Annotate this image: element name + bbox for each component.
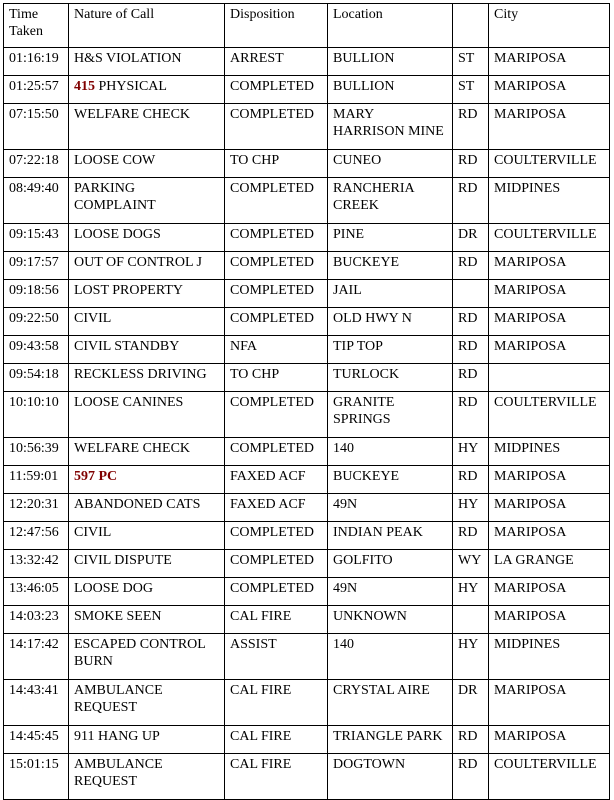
nature-text: LOST PROPERTY (74, 283, 183, 298)
nature-text: ESCAPED CONTROL BURN (74, 637, 209, 669)
city-cell: MARIPOSA (489, 578, 610, 606)
location-cell: JAIL (328, 280, 453, 308)
header-street-suffix (453, 4, 489, 48)
nature-cell (69, 606, 225, 634)
city-cell: MARIPOSA (489, 606, 610, 634)
city-cell: MARIPOSA (489, 308, 610, 336)
time-cell: 14:43:41 (4, 680, 69, 726)
table-row (4, 438, 610, 466)
nature-cell (69, 178, 225, 224)
table-row (4, 178, 610, 224)
nature-cell (69, 550, 225, 578)
nature-cell (69, 754, 225, 800)
disposition-cell: COMPLETED (225, 308, 328, 336)
time-cell: 01:25:57 (4, 76, 69, 104)
location-cell: 140 (328, 634, 453, 680)
disposition-cell: COMPLETED (225, 76, 328, 104)
table-row (4, 48, 610, 76)
time-cell: 07:22:18 (4, 150, 69, 178)
header-row (4, 4, 610, 48)
location-cell: 49N (328, 494, 453, 522)
city-cell: MIDPINES (489, 634, 610, 680)
disposition-cell: CAL FIRE (225, 606, 328, 634)
street-suffix-cell: RD (453, 392, 489, 438)
city-cell: MARIPOSA (489, 522, 610, 550)
nature-cell (69, 252, 225, 280)
nature-cell (69, 466, 225, 494)
header-nature-of-call: Nature of Call (69, 4, 225, 48)
street-suffix-cell: RD (453, 308, 489, 336)
street-suffix-cell (453, 606, 489, 634)
location-cell: 140 (328, 438, 453, 466)
disposition-cell: CAL FIRE (225, 680, 328, 726)
nature-text: 911 HANG UP (74, 729, 160, 744)
call-code: 597 PC (74, 469, 118, 484)
time-cell: 09:22:50 (4, 308, 69, 336)
disposition-cell: CAL FIRE (225, 726, 328, 754)
disposition-cell: COMPLETED (225, 104, 328, 150)
table-row (4, 726, 610, 754)
city-cell: MARIPOSA (489, 252, 610, 280)
disposition-cell: COMPLETED (225, 224, 328, 252)
disposition-cell: COMPLETED (225, 252, 328, 280)
table-row (4, 150, 610, 178)
nature-text: CIVIL DISPUTE (74, 553, 172, 568)
location-cell: OLD HWY N (328, 308, 453, 336)
street-suffix-cell: RD (453, 104, 489, 150)
table-row (4, 104, 610, 150)
table-row (4, 466, 610, 494)
table-row (4, 754, 610, 800)
nature-cell (69, 76, 225, 104)
nature-text: ABANDONED CATS (74, 497, 201, 512)
street-suffix-cell: RD (453, 364, 489, 392)
table-row (4, 680, 610, 726)
table-row (4, 76, 610, 104)
time-cell: 09:54:18 (4, 364, 69, 392)
disposition-cell: TO CHP (225, 364, 328, 392)
location-cell: 49N (328, 578, 453, 606)
city-cell (489, 364, 610, 392)
time-cell: 07:15:50 (4, 104, 69, 150)
time-cell: 08:49:40 (4, 178, 69, 224)
street-suffix-cell: RD (453, 754, 489, 800)
nature-cell (69, 336, 225, 364)
street-suffix-cell: RD (453, 336, 489, 364)
nature-text: WELFARE CHECK (74, 441, 191, 456)
nature-cell (69, 224, 225, 252)
street-suffix-cell: DR (453, 680, 489, 726)
nature-text: LOOSE DOGS (74, 227, 161, 242)
location-cell: GRANITE SPRINGS (328, 392, 453, 438)
city-cell: MARIPOSA (489, 494, 610, 522)
time-cell: 15:01:15 (4, 754, 69, 800)
city-cell: LA GRANGE (489, 550, 610, 578)
nature-text: AMBULANCE REQUEST (74, 757, 167, 789)
table-row (4, 252, 610, 280)
table-row (4, 392, 610, 438)
disposition-cell: NFA (225, 336, 328, 364)
table-row (4, 522, 610, 550)
header-disposition: Disposition (225, 4, 328, 48)
disposition-cell: COMPLETED (225, 438, 328, 466)
table-row (4, 578, 610, 606)
time-cell: 14:17:42 (4, 634, 69, 680)
city-cell: MARIPOSA (489, 280, 610, 308)
city-cell: MARIPOSA (489, 466, 610, 494)
location-cell: BULLION (328, 48, 453, 76)
city-cell: MIDPINES (489, 178, 610, 224)
street-suffix-cell: RD (453, 252, 489, 280)
city-cell: COULTERVILLE (489, 754, 610, 800)
time-cell: 01:16:19 (4, 48, 69, 76)
street-suffix-cell: WY (453, 550, 489, 578)
location-cell: INDIAN PEAK (328, 522, 453, 550)
call-log-body (4, 48, 610, 800)
time-cell: 09:15:43 (4, 224, 69, 252)
table-row (4, 606, 610, 634)
location-cell: TRIANGLE PARK (328, 726, 453, 754)
nature-text: PHYSICAL (95, 79, 167, 94)
time-cell: 14:45:45 (4, 726, 69, 754)
time-cell: 09:17:57 (4, 252, 69, 280)
nature-cell (69, 150, 225, 178)
location-cell: GOLFITO (328, 550, 453, 578)
street-suffix-cell: RD (453, 466, 489, 494)
time-cell: 12:47:56 (4, 522, 69, 550)
call-log-table (3, 3, 610, 800)
street-suffix-cell: RD (453, 178, 489, 224)
nature-text: OUT OF CONTROL J (74, 255, 202, 270)
disposition-cell: CAL FIRE (225, 754, 328, 800)
nature-cell (69, 494, 225, 522)
nature-cell (69, 438, 225, 466)
street-suffix-cell: RD (453, 726, 489, 754)
header-city: City (489, 4, 610, 48)
table-row (4, 224, 610, 252)
disposition-cell: ARREST (225, 48, 328, 76)
street-suffix-cell: RD (453, 150, 489, 178)
table-row (4, 494, 610, 522)
nature-text: H&S VIOLATION (74, 51, 182, 66)
city-cell: MARIPOSA (489, 680, 610, 726)
header-location: Location (328, 4, 453, 48)
nature-cell (69, 578, 225, 606)
time-cell: 11:59:01 (4, 466, 69, 494)
time-cell: 12:20:31 (4, 494, 69, 522)
location-cell: BUCKEYE (328, 466, 453, 494)
nature-cell (69, 48, 225, 76)
street-suffix-cell: HY (453, 634, 489, 680)
disposition-cell: FAXED ACF (225, 494, 328, 522)
nature-text: CIVIL (74, 311, 112, 326)
nature-text: RECKLESS DRIVING (74, 367, 207, 382)
street-suffix-cell (453, 280, 489, 308)
location-cell: TURLOCK (328, 364, 453, 392)
city-cell: COULTERVILLE (489, 150, 610, 178)
time-cell: 14:03:23 (4, 606, 69, 634)
table-row (4, 336, 610, 364)
nature-cell (69, 104, 225, 150)
nature-cell (69, 308, 225, 336)
nature-text: WELFARE CHECK (74, 107, 191, 122)
city-cell: MARIPOSA (489, 48, 610, 76)
nature-cell (69, 680, 225, 726)
city-cell: COULTERVILLE (489, 392, 610, 438)
location-cell: MARY HARRISON MINE (328, 104, 453, 150)
table-row (4, 634, 610, 680)
street-suffix-cell: DR (453, 224, 489, 252)
location-cell: PINE (328, 224, 453, 252)
city-cell: MARIPOSA (489, 336, 610, 364)
time-cell: 10:56:39 (4, 438, 69, 466)
disposition-cell: ASSIST (225, 634, 328, 680)
street-suffix-cell: HY (453, 438, 489, 466)
nature-cell (69, 280, 225, 308)
street-suffix-cell: RD (453, 522, 489, 550)
location-cell: BULLION (328, 76, 453, 104)
time-cell: 09:18:56 (4, 280, 69, 308)
disposition-cell: FAXED ACF (225, 466, 328, 494)
time-cell: 13:46:05 (4, 578, 69, 606)
table-row (4, 280, 610, 308)
table-row (4, 308, 610, 336)
location-cell: CUNEO (328, 150, 453, 178)
location-cell: DOGTOWN (328, 754, 453, 800)
location-cell: RANCHERIA CREEK (328, 178, 453, 224)
city-cell: MARIPOSA (489, 726, 610, 754)
call-code: 415 (74, 79, 95, 94)
location-cell: TIP TOP (328, 336, 453, 364)
nature-text: LOOSE DOG (74, 581, 153, 596)
nature-text: PARKING COMPLAINT (74, 181, 156, 213)
nature-text: LOOSE COW (74, 153, 156, 168)
nature-cell (69, 364, 225, 392)
disposition-cell: COMPLETED (225, 178, 328, 224)
disposition-cell: COMPLETED (225, 578, 328, 606)
location-cell: CRYSTAL AIRE (328, 680, 453, 726)
table-row (4, 364, 610, 392)
street-suffix-cell: ST (453, 76, 489, 104)
time-cell: 13:32:42 (4, 550, 69, 578)
street-suffix-cell: HY (453, 578, 489, 606)
time-cell: 09:43:58 (4, 336, 69, 364)
nature-text: AMBULANCE REQUEST (74, 683, 167, 715)
street-suffix-cell: ST (453, 48, 489, 76)
disposition-cell: COMPLETED (225, 550, 328, 578)
location-cell: UNKNOWN (328, 606, 453, 634)
header-time-taken: Time Taken (4, 4, 69, 48)
nature-text: LOOSE CANINES (74, 395, 184, 410)
city-cell: MIDPINES (489, 438, 610, 466)
location-cell: BUCKEYE (328, 252, 453, 280)
time-cell: 10:10:10 (4, 392, 69, 438)
nature-text: CIVIL STANDBY (74, 339, 180, 354)
city-cell: MARIPOSA (489, 104, 610, 150)
city-cell: MARIPOSA (489, 76, 610, 104)
disposition-cell: COMPLETED (225, 392, 328, 438)
nature-text: CIVIL (74, 525, 112, 540)
nature-cell (69, 392, 225, 438)
nature-cell (69, 522, 225, 550)
nature-cell (69, 726, 225, 754)
nature-cell (69, 634, 225, 680)
disposition-cell: COMPLETED (225, 522, 328, 550)
table-row (4, 550, 610, 578)
disposition-cell: COMPLETED (225, 280, 328, 308)
nature-text: SMOKE SEEN (74, 609, 162, 624)
disposition-cell: TO CHP (225, 150, 328, 178)
city-cell: COULTERVILLE (489, 224, 610, 252)
street-suffix-cell: HY (453, 494, 489, 522)
